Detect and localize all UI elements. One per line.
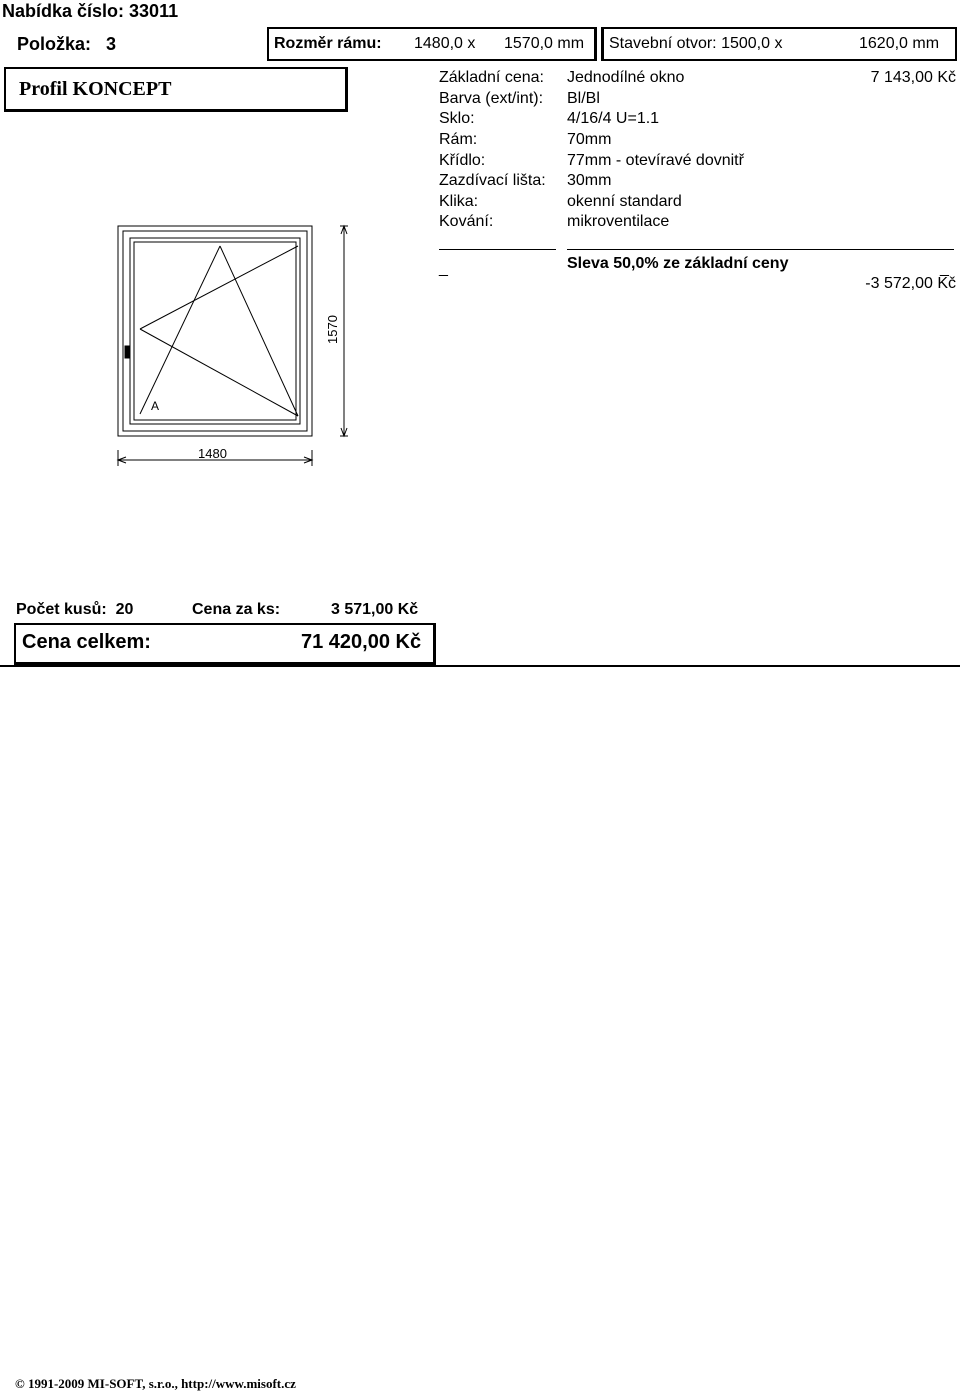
spec-value-handle: okenní standard [567, 193, 682, 210]
spec-value-sash: 77mm - otevíravé dovnitř [567, 152, 744, 169]
opening-line-4 [140, 329, 298, 416]
bottom-divider [0, 665, 960, 667]
spec-value-wall-strip: 30mm [567, 172, 612, 189]
opening-line-3 [140, 246, 298, 329]
opening-line-2 [220, 246, 298, 416]
height-label: 1570 [325, 315, 340, 344]
profile-box [4, 67, 348, 112]
item-label: Položka: [17, 34, 92, 54]
profile-name: Profil KONCEPT [19, 78, 172, 100]
offer-title: Nabídka číslo: 33011 [2, 1, 179, 21]
spec-label-hardware: Kování: [439, 213, 494, 230]
spec-value-glass: 4/16/4 U=1.1 [567, 110, 660, 127]
base-price: 7 143,00 Kč [870, 69, 956, 86]
divider-left [439, 249, 556, 250]
building-opening-box [601, 27, 957, 61]
frame-size-label: Rozměr rámu: [274, 35, 382, 52]
unit-price-value: 3 571,00 Kč [331, 601, 419, 618]
spec-label-base-price: Základní cena: [439, 69, 544, 86]
item-number: 3 [106, 34, 117, 54]
frame-width: 1480,0 x [414, 35, 476, 52]
footer-copyright: © 1991-2009 MI-SOFT, s.r.o., http://www.misoft.cz [15, 1376, 296, 1391]
quantity-value: 20 [115, 601, 134, 618]
spec-label-frame: Rám: [439, 131, 478, 148]
quantity-label-text: Počet kusů: [16, 601, 107, 618]
total-label: Cena celkem: [22, 631, 151, 653]
handle-icon [125, 346, 129, 358]
discount-amount: -3 572,00 Kč [865, 275, 956, 292]
building-opening-height: 1620,0 mm [859, 35, 940, 52]
frame-height: 1570,0 mm [504, 35, 585, 52]
sash-inner [134, 242, 296, 420]
window-drawing [110, 218, 360, 474]
unit-price-label: Cena za ks: [192, 601, 281, 618]
building-opening-label: Stavební otvor: 1500,0 x [609, 35, 783, 52]
discount-dash-left: _ [439, 260, 448, 277]
quantity-label [16, 601, 133, 619]
spec-label-glass: Sklo: [439, 110, 475, 127]
spec-label-handle: Klika: [439, 193, 479, 210]
divider-right [567, 249, 954, 250]
sash-outer [130, 238, 300, 424]
spec-label-sash: Křídlo: [439, 152, 486, 169]
width-label: 1480 [198, 446, 227, 461]
discount-text: Sleva 50,0% ze základní ceny [567, 255, 789, 272]
spec-value-frame: 70mm [567, 131, 612, 148]
spec-label-wall-strip: Zazdívací lišta: [439, 172, 546, 189]
opening-line-1 [140, 246, 220, 414]
discount-dash-right: _ [940, 260, 949, 277]
spec-value-window-type: Jednodílné okno [567, 69, 685, 86]
sash-label: A [151, 399, 160, 413]
total-value: 71 420,00 Kč [301, 631, 422, 653]
total-box [14, 623, 436, 665]
spec-value-hardware: mikroventilace [567, 213, 670, 230]
spec-label-color: Barva (ext/int): [439, 90, 544, 107]
spec-value-color: Bl/Bl [567, 90, 600, 107]
frame-size-box [267, 27, 597, 61]
